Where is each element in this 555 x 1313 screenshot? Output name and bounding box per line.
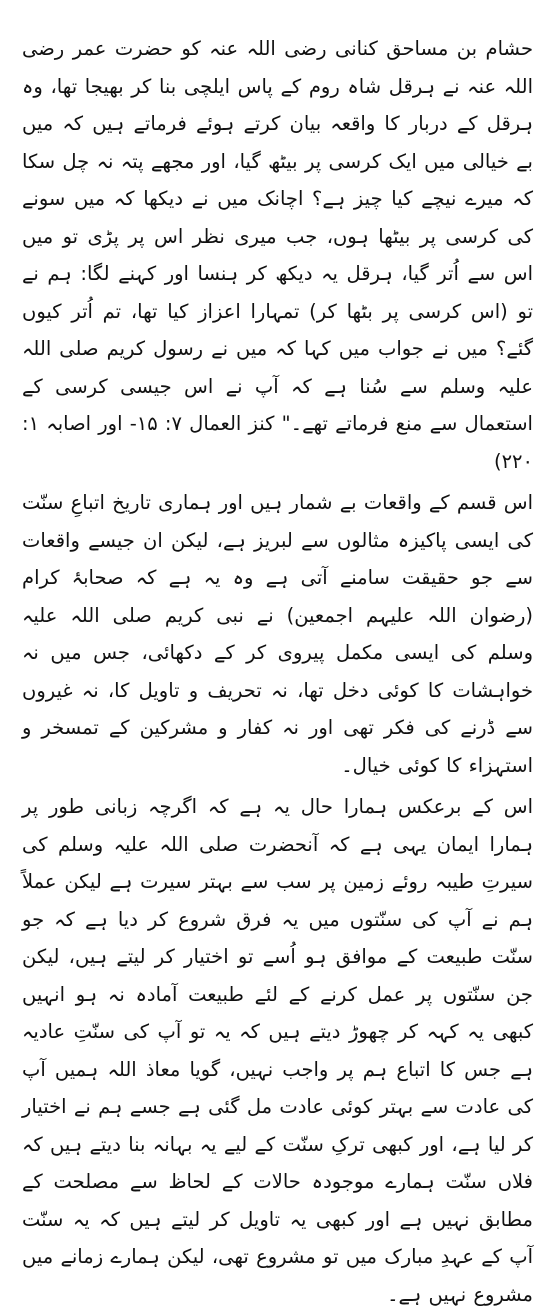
paragraph-our-condition: اس کے برعکس ہمارا حال یہ ہے کہ اگرچہ زبانی طور پر ہمارا ایمان یہی ہے کہ آنحضرت صلی اللہ علیہ وسلم کی سیرتِ طیبہ روئے زمین پر سب سے بہتر سیرت ہے لیکن عملاً ہم نے آپ کی سنّتوں میں یہ فرق شروع کر دیا ہے کہ جو سنّت طبیعت کے موافق ہو اُسے تو اختیار کر لیتے ہیں، لیکن جن سنّتوں پر عمل کرنے کے لئے طبیعت آمادہ نہ ہو انہیں کبھی یہ کہہ کر چھوڑ دیتے ہیں کہ یہ تو آپ کی سنّتِ عادیہ ہے جس کا اتباع ہم پر واجب نہیں، گویا معاذ اللہ ہمیں آپ کی عادت سے بہتر کوئی عادت مل گئی ہے جسے ہم نے اختیار کر لیا ہے، اور کبھی ترکِ سنّت کے لیے یہ بہانہ بنا دیتے ہیں کہ فلاں سنّت ہمارے موجودہ حالات کے لحاظ سے مصلحت کے مطابق نہیں ہے اور کبھی یہ تاویل کر لیتے ہیں کہ یہ سنّت آپ کے عہدِ مبارک میں تو مشروع تھی، لیکن ہمارے زمانے میں مشروع نہیں ہے۔ xyxy=(22,795,533,1306)
paragraph-hisham-anecdote: حشام بن مساحق کنانی رضی اللہ عنہ کو حضرت عمر رضی اللہ عنہ نے ہرقل شاہ روم کے پاس ایلچی بنا کر بھیجا تھا، وہ ہرقل کے دربار کا واقعہ بیان کرتے ہوئے فرماتے ہیں کہ میں بے خیالی میں ایک کرسی پر بیٹھ گیا، اور مجھے پتہ نہ چل سکا کہ میرے نیچے کیا چیز ہے؟ اچانک میں نے دیکھا کہ میں سونے کی کرسی پر بیٹھا ہوں، جب میری نظر اس پر پڑی تو میں اس سے اُتر گیا، ہرقل یہ دیکھ کر ہنسا اور کہنے لگا: ہم نے تو (اس کرسی پر بٹھا کر) تمہارا اعزاز کیا تھا، تم اُتر کیوں گئے؟ میں نے جواب میں کہا کہ میں نے رسول کریم صلی اللہ علیہ وسلم سے سُنا ہے کہ آپ نے اس جیسی کرسی کے استعمال سے منع فرماتے تھے۔" کنز العمال ۷: ۱۵- اور اصابہ ۱: ۲۲۰) xyxy=(22,37,533,473)
paragraph-sahaba-example: اس قسم کے واقعات بے شمار ہیں اور ہماری تاریخ اتباعِ سنّت کی ایسی پاکیزہ مثالوں سے لبریز ہے، لیکن ان جیسے واقعات سے جو حقیقت سامنے آتی ہے وہ یہ ہے کہ صحابۂ کرام (رضوان اللہ علیہم اجمعین) نے نبی کریم صلی اللہ علیہ وسلم کی ایسی مکمل پیروی کر کے دکھائی، جس میں نہ خواہشات کا کوئی دخل تھا، نہ تحریف و تاویل کا، نہ غیروں سے ڈرنے کی فکر تھی اور نہ کفار و مشرکین کے تمسخر و استہزاء کا کوئی خیال۔ xyxy=(22,491,533,777)
